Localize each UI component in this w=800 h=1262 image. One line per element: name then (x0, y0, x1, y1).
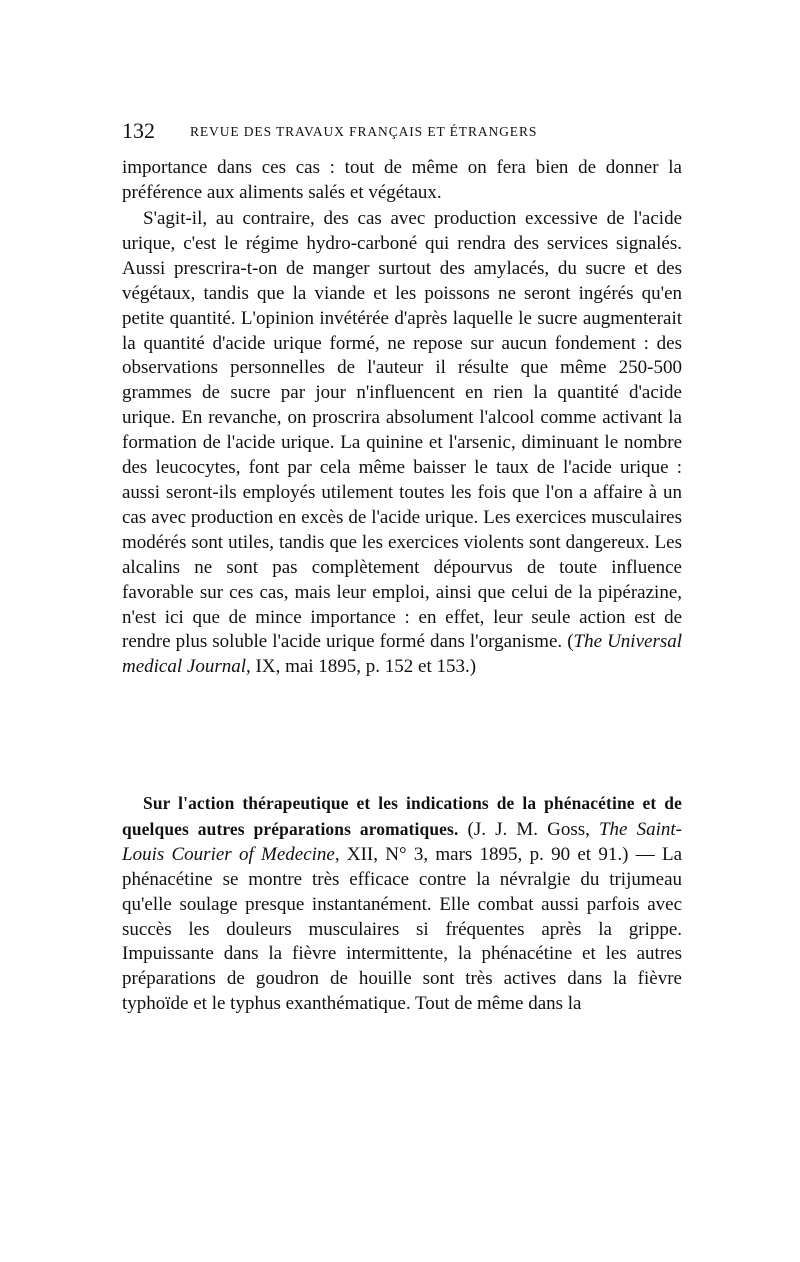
citation-journal: The Saint-Louis Courier of Medecine (122, 818, 682, 865)
paragraph-text: importance dans ces cas : tout de même on fera bien de donner la préférence aux aliments salés et végétaux. (122, 157, 682, 203)
paragraph-text: S'agit-il, au contraire, des cas avec production excessive de l'acide urique, c'est le régime hydro-carboné qui rendra des services signalés. Aussi prescrira-t-on de manger surtout des amylacés, du sucre et des végétaux, tandis que la viande et les poissons ne seront ingérés qu'en petite quantité. L'opinion invétérée d'après laquelle le sucre augmenterait la quantité d'acide urique formé, ne repose sur aucun fondement : des observations personnelles de l'auteur il résulte que même 250-500 grammes de sucre par jour n'influencent en rien la quantité d'acide urique. En revanche, on proscrira absolument l'alcool comme activant la formation de l'acide urique. La quinine et l'arsenic, diminuant le nombre des leucocytes, font par cela même baisser le taux de l'acide urique : aussi seront-ils employés utilement toutes les fois que l'on a affaire à un cas avec production en excès de l'acide urique. Les exercices musculaires modérés sont utiles, tandis que les exercices violents sont dangereux. Les alcalins ne sont pas complètement dépourvus de toute influence favorable sur ces cas, mais leur emploi, ainsi que celui de la pipérazine, n'est ici que de mince importance : en effet, leur seule action est de rendre plus soluble l'acide urique formé dans l'organisme. ( (122, 208, 682, 653)
article-title: Sur l'action thérapeutique et les indications de la phénacétine et de quelques autres préparations aromatiques. (122, 793, 682, 839)
continuation-paragraph (122, 156, 682, 206)
journal-title: REVUE DES TRAVAUX FRANÇAIS ET ÉTRANGERS (190, 124, 538, 139)
citation-authors: (J. J. M. Goss, (458, 818, 599, 840)
page-number: 132 (122, 118, 155, 143)
paragraph (122, 207, 682, 680)
citation-details: , XII, N° 3, mars 1895, p. 90 et 91.) (334, 843, 629, 865)
source-journal: The Universal medical Journal (122, 631, 683, 678)
uric-acid-paragraph (122, 207, 682, 680)
article-body: — La phénacétine se montre très efficace contre la névralgie du trijumeau qu'elle soulage presque instantanément. Elle combat aussi parfois avec succès les douleurs musculaires si fréquentes après la grippe. Impuissante dans la fièvre intermittente, la phénacétine et les autres préparations de goudron de houille sont très actives dans la fièvre typhoïde et le typhus exanthématique. Tout de même dans la (122, 843, 682, 1015)
source-citation: , IX, mai 1895, p. 152 et 153.) (246, 656, 477, 678)
article-paragraph (122, 791, 682, 1017)
article-section (122, 791, 682, 1017)
running-header (122, 118, 682, 144)
